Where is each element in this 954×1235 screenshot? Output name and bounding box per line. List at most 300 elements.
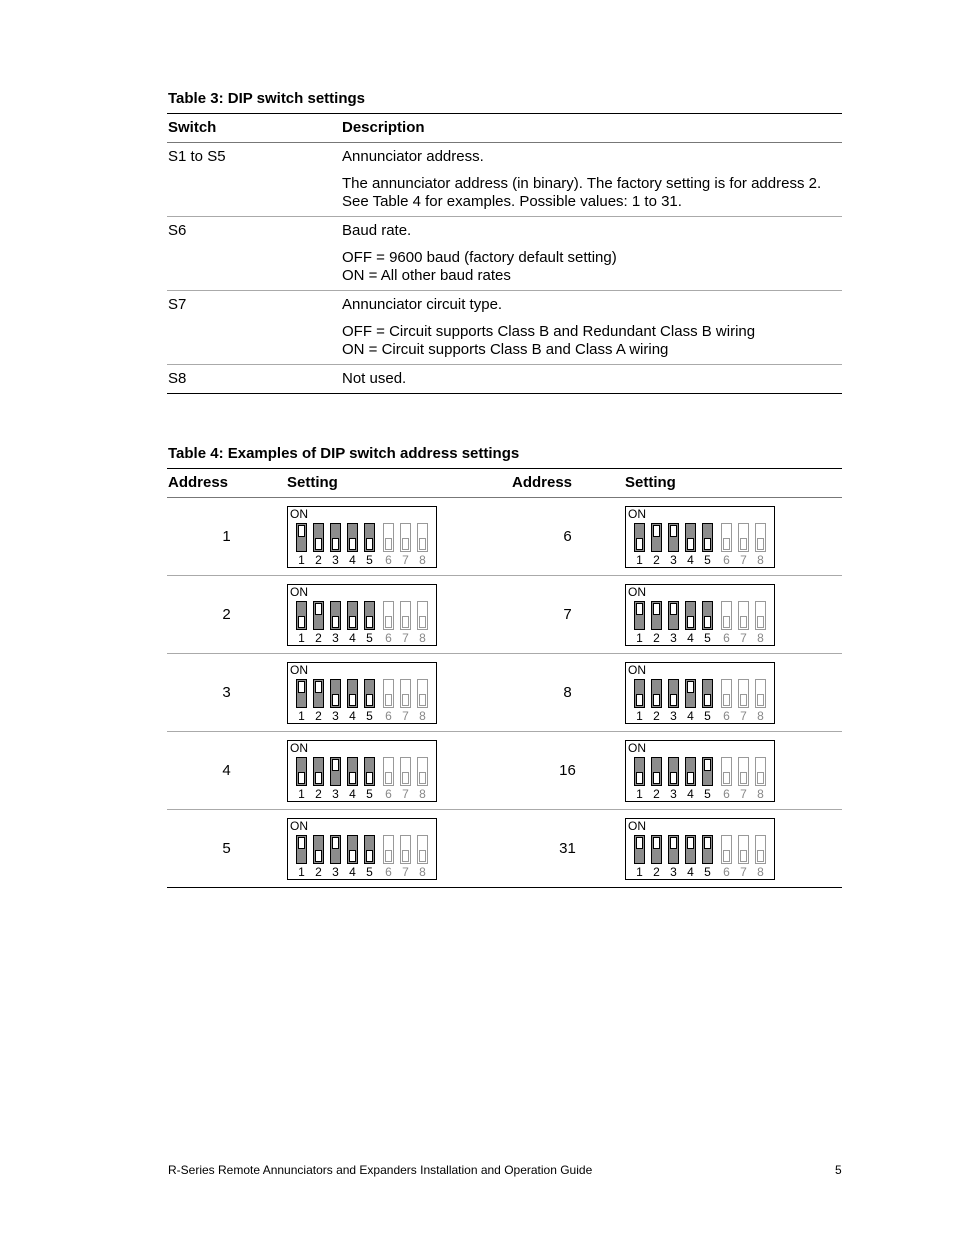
description-cell — [341, 365, 842, 394]
dip-switch-knob — [315, 603, 322, 615]
dip-switch-knob — [704, 694, 711, 706]
dip-switch — [651, 523, 662, 552]
dip-switch — [417, 679, 428, 708]
table-row — [167, 291, 842, 365]
dip-switch-knob — [740, 616, 747, 628]
dip-switch-knob — [757, 694, 764, 706]
dip-switch-knob — [402, 850, 409, 862]
on-label: ON — [628, 506, 646, 521]
setting-cell — [624, 732, 842, 810]
dip-switch — [347, 679, 358, 708]
dip-switch-knob — [419, 850, 426, 862]
on-label: ON — [290, 584, 308, 599]
dip-switch-knob — [687, 538, 694, 550]
dip-switch — [417, 835, 428, 864]
dip-switch — [347, 757, 358, 786]
dip-switch — [668, 679, 679, 708]
switch-number: 3 — [670, 708, 677, 723]
dip-switch — [738, 835, 749, 864]
dip-switch-knob — [402, 538, 409, 550]
dip-switch — [400, 757, 411, 786]
description-paragraph — [342, 175, 842, 211]
dip-switch-knob — [402, 616, 409, 628]
switch-number: 8 — [757, 708, 764, 723]
switch-number: 3 — [670, 630, 677, 645]
dip-switch-knob — [687, 772, 694, 784]
dip-switch — [685, 757, 696, 786]
dip-switch-diagram — [625, 506, 775, 568]
table-row — [167, 217, 842, 291]
switch-cell: S1 to S5 — [167, 143, 341, 217]
switch-number: 3 — [332, 552, 339, 567]
dip-switch — [330, 835, 341, 864]
dip-switch — [296, 835, 307, 864]
dip-switch-knob — [687, 616, 694, 628]
switch-number: 7 — [402, 630, 409, 645]
dip-switch-knob — [366, 772, 373, 784]
switch-number: 1 — [298, 630, 305, 645]
dip-switch-knob — [757, 538, 764, 550]
switch-number: 6 — [723, 630, 730, 645]
on-label: ON — [290, 740, 308, 755]
table-row — [167, 498, 842, 576]
header-switch: Switch — [167, 114, 341, 143]
dip-switch-knob — [315, 538, 322, 550]
dip-switch — [721, 757, 732, 786]
dip-switch — [313, 679, 324, 708]
switch-cell: S7 — [167, 291, 341, 365]
dip-switch-knob — [298, 772, 305, 784]
dip-switch — [755, 523, 766, 552]
dip-switch — [668, 523, 679, 552]
dip-switch-knob — [298, 525, 305, 537]
dip-switch-knob — [670, 837, 677, 849]
switch-number: 5 — [704, 864, 711, 879]
dip-switch — [296, 757, 307, 786]
dip-switch-diagram — [287, 506, 437, 568]
description-line: Annunciator address. — [342, 148, 484, 165]
switch-number: 5 — [366, 786, 373, 801]
dip-switch-knob — [419, 538, 426, 550]
dip-switch — [330, 523, 341, 552]
dip-switch — [685, 835, 696, 864]
header-setting: Setting — [286, 469, 511, 498]
switch-number: 7 — [740, 786, 747, 801]
switch-number: 8 — [419, 708, 426, 723]
dip-switch-knob — [704, 837, 711, 849]
switch-number: 4 — [349, 630, 356, 645]
dip-switch-knob — [670, 603, 677, 615]
dip-address-examples-table — [167, 468, 842, 888]
switch-number: 3 — [332, 630, 339, 645]
table4-caption: Table 4: Examples of DIP switch address settings — [168, 445, 520, 462]
dip-switch-knob — [385, 850, 392, 862]
description-cell — [341, 217, 842, 291]
dip-switch-knob — [402, 772, 409, 784]
dip-switch-knob — [419, 694, 426, 706]
dip-switch-diagram — [287, 662, 437, 724]
dip-switch — [383, 679, 394, 708]
dip-switch-knob — [740, 694, 747, 706]
dip-switch — [296, 679, 307, 708]
switch-number: 2 — [653, 864, 660, 879]
table-row — [167, 810, 842, 888]
dip-switch — [634, 757, 645, 786]
description-line: The annunciator address (in binary). The factory setting is for address 2. — [342, 175, 822, 192]
dip-switch-knob — [653, 603, 660, 615]
dip-switch — [313, 601, 324, 630]
dip-switch — [400, 601, 411, 630]
dip-switch-knob — [349, 772, 356, 784]
dip-switch — [651, 679, 662, 708]
description-line: See Table 4 for examples. Possible values: 1 to 31. — [342, 193, 682, 210]
dip-switch — [400, 679, 411, 708]
switch-number: 8 — [419, 552, 426, 567]
dip-switch-knob — [636, 694, 643, 706]
address-cell: 31 — [511, 810, 624, 888]
dip-switch — [364, 601, 375, 630]
dip-switch-diagram — [625, 584, 775, 646]
dip-switch-diagram — [625, 740, 775, 802]
switch-number: 7 — [402, 786, 409, 801]
dip-switch — [417, 601, 428, 630]
dip-switch-knob — [723, 616, 730, 628]
switch-number: 6 — [723, 864, 730, 879]
switch-number: 8 — [757, 552, 764, 567]
page-number: 5 — [835, 1163, 842, 1177]
address-cell: 8 — [511, 654, 624, 732]
address-cell: 16 — [511, 732, 624, 810]
switch-number: 6 — [385, 708, 392, 723]
on-label: ON — [290, 662, 308, 677]
switch-number: 6 — [723, 552, 730, 567]
dip-switch-knob — [366, 616, 373, 628]
dip-switch — [330, 601, 341, 630]
switch-number: 8 — [419, 786, 426, 801]
table-row — [167, 143, 842, 217]
dip-switch-knob — [385, 538, 392, 550]
description-cell — [341, 143, 842, 217]
description-line: Annunciator circuit type. — [342, 296, 503, 313]
dip-switch — [634, 835, 645, 864]
description-line: OFF = Circuit supports Class B and Redundant Class B wiring — [342, 323, 756, 340]
switch-number: 2 — [315, 864, 322, 879]
header-address: Address — [511, 469, 624, 498]
switch-number: 4 — [687, 864, 694, 879]
dip-switch-knob — [419, 616, 426, 628]
setting-cell — [286, 732, 511, 810]
dip-switch — [364, 679, 375, 708]
dip-switch-knob — [636, 837, 643, 849]
dip-switch — [738, 523, 749, 552]
switch-number: 3 — [332, 786, 339, 801]
switch-number: 2 — [315, 708, 322, 723]
dip-switch — [347, 835, 358, 864]
dip-switch-knob — [349, 694, 356, 706]
dip-switch — [400, 835, 411, 864]
switch-number: 4 — [687, 786, 694, 801]
switch-number: 4 — [349, 786, 356, 801]
dip-switch — [755, 757, 766, 786]
switch-number: 1 — [636, 708, 643, 723]
dip-switch-knob — [653, 694, 660, 706]
dip-switch-knob — [670, 694, 677, 706]
dip-switch — [685, 601, 696, 630]
dip-switch — [383, 523, 394, 552]
switch-number: 7 — [740, 864, 747, 879]
switch-number: 7 — [740, 630, 747, 645]
switch-number: 4 — [349, 552, 356, 567]
table-row — [167, 365, 842, 394]
dip-switch-knob — [687, 837, 694, 849]
description-cell — [341, 291, 842, 365]
switch-number: 1 — [298, 864, 305, 879]
dip-switch-knob — [366, 850, 373, 862]
switch-number: 1 — [636, 786, 643, 801]
address-cell: 6 — [511, 498, 624, 576]
dip-switch — [721, 835, 732, 864]
dip-switch-knob — [385, 616, 392, 628]
dip-switch-diagram — [625, 662, 775, 724]
switch-number: 5 — [366, 708, 373, 723]
dip-switch — [668, 601, 679, 630]
dip-switch — [364, 835, 375, 864]
dip-switch — [738, 601, 749, 630]
switch-number: 6 — [385, 630, 392, 645]
dip-switch — [383, 601, 394, 630]
dip-switch — [685, 679, 696, 708]
dip-switch — [702, 601, 713, 630]
setting-cell — [624, 654, 842, 732]
dip-switch-knob — [315, 681, 322, 693]
dip-switch — [364, 757, 375, 786]
description-line: ON = Circuit supports Class B and Class A wiring — [342, 341, 669, 358]
switch-number: 5 — [366, 552, 373, 567]
setting-cell — [286, 498, 511, 576]
setting-cell — [624, 810, 842, 888]
dip-switch-diagram — [287, 818, 437, 880]
switch-number: 4 — [687, 552, 694, 567]
description-line: OFF = 9600 baud (factory default setting) — [342, 249, 617, 266]
switch-number: 8 — [757, 786, 764, 801]
dip-switch — [330, 757, 341, 786]
header-description: Description — [341, 114, 842, 143]
dip-switch-knob — [366, 694, 373, 706]
dip-switch — [330, 679, 341, 708]
table3-caption: Table 3: DIP switch settings — [168, 90, 365, 107]
dip-switch-knob — [298, 837, 305, 849]
dip-switch-knob — [757, 616, 764, 628]
address-cell: 5 — [167, 810, 286, 888]
dip-switch-knob — [653, 837, 660, 849]
dip-switch-knob — [704, 616, 711, 628]
description-paragraph — [342, 323, 842, 359]
dip-switch — [755, 679, 766, 708]
switch-number: 4 — [687, 708, 694, 723]
dip-switch — [347, 523, 358, 552]
table-row — [167, 732, 842, 810]
dip-switch-knob — [332, 538, 339, 550]
dip-switch-knob — [653, 772, 660, 784]
dip-switch-knob — [366, 538, 373, 550]
dip-switch-knob — [740, 538, 747, 550]
switch-number: 7 — [402, 864, 409, 879]
switch-number: 8 — [419, 630, 426, 645]
address-cell: 1 — [167, 498, 286, 576]
switch-number: 8 — [419, 864, 426, 879]
setting-cell — [286, 654, 511, 732]
switch-number: 1 — [636, 630, 643, 645]
switch-number: 4 — [349, 864, 356, 879]
switch-cell: S8 — [167, 365, 341, 394]
dip-switch — [668, 835, 679, 864]
dip-switch-knob — [332, 837, 339, 849]
dip-switch-knob — [636, 772, 643, 784]
dip-switch-knob — [298, 616, 305, 628]
dip-switch-knob — [723, 538, 730, 550]
switch-number: 2 — [653, 552, 660, 567]
dip-switch-knob — [298, 681, 305, 693]
dip-switch-knob — [349, 850, 356, 862]
dip-switch — [383, 835, 394, 864]
description-paragraph — [342, 249, 842, 285]
setting-cell — [624, 576, 842, 654]
switch-number: 4 — [349, 708, 356, 723]
switch-number: 2 — [653, 630, 660, 645]
switch-number: 5 — [704, 630, 711, 645]
dip-switch-knob — [419, 772, 426, 784]
switch-number: 7 — [402, 708, 409, 723]
dip-switch-knob — [723, 850, 730, 862]
switch-number: 2 — [315, 552, 322, 567]
dip-switch-knob — [757, 850, 764, 862]
header-address: Address — [167, 469, 286, 498]
switch-number: 4 — [687, 630, 694, 645]
dip-switch-knob — [636, 538, 643, 550]
dip-switch-knob — [704, 538, 711, 550]
description-line: Not used. — [342, 370, 407, 387]
dip-switch-knob — [723, 772, 730, 784]
description-line: Baud rate. — [342, 222, 412, 239]
dip-switch-settings-table — [167, 113, 842, 394]
switch-number: 5 — [704, 708, 711, 723]
dip-switch-knob — [332, 616, 339, 628]
switch-number: 3 — [670, 552, 677, 567]
switch-number: 5 — [704, 552, 711, 567]
dip-switch-diagram — [625, 818, 775, 880]
dip-switch — [634, 523, 645, 552]
dip-switch — [702, 835, 713, 864]
switch-number: 2 — [653, 708, 660, 723]
switch-number: 2 — [315, 630, 322, 645]
switch-number: 1 — [298, 708, 305, 723]
switch-number: 2 — [315, 786, 322, 801]
address-cell: 4 — [167, 732, 286, 810]
dip-switch — [651, 601, 662, 630]
dip-switch-knob — [670, 772, 677, 784]
setting-cell — [286, 576, 511, 654]
table-row — [167, 654, 842, 732]
switch-number: 3 — [332, 864, 339, 879]
on-label: ON — [628, 662, 646, 677]
dip-switch — [417, 757, 428, 786]
dip-switch — [296, 523, 307, 552]
dip-switch — [296, 601, 307, 630]
dip-switch — [364, 523, 375, 552]
dip-switch — [685, 523, 696, 552]
on-label: ON — [628, 740, 646, 755]
on-label: ON — [628, 584, 646, 599]
on-label: ON — [290, 818, 308, 833]
dip-switch-knob — [636, 603, 643, 615]
address-cell: 3 — [167, 654, 286, 732]
dip-switch-diagram — [287, 740, 437, 802]
dip-switch-knob — [687, 681, 694, 693]
dip-switch-knob — [385, 694, 392, 706]
dip-switch — [738, 679, 749, 708]
switch-number: 7 — [740, 552, 747, 567]
dip-switch — [400, 523, 411, 552]
dip-switch-knob — [653, 525, 660, 537]
dip-switch-knob — [740, 772, 747, 784]
switch-number: 6 — [723, 708, 730, 723]
dip-switch — [702, 523, 713, 552]
switch-number: 6 — [723, 786, 730, 801]
switch-number: 8 — [757, 864, 764, 879]
setting-cell — [286, 810, 511, 888]
dip-switch — [634, 601, 645, 630]
switch-number: 1 — [298, 786, 305, 801]
dip-switch-knob — [315, 772, 322, 784]
address-cell: 7 — [511, 576, 624, 654]
switch-number: 1 — [298, 552, 305, 567]
switch-number: 3 — [670, 864, 677, 879]
table-row — [167, 576, 842, 654]
switch-cell: S6 — [167, 217, 341, 291]
dip-switch — [721, 679, 732, 708]
switch-number: 6 — [385, 786, 392, 801]
dip-switch — [651, 835, 662, 864]
dip-switch — [383, 757, 394, 786]
switch-number: 1 — [636, 552, 643, 567]
dip-switch-knob — [740, 850, 747, 862]
dip-switch-knob — [385, 772, 392, 784]
dip-switch — [702, 679, 713, 708]
dip-switch — [313, 757, 324, 786]
dip-switch — [668, 757, 679, 786]
switch-number: 6 — [385, 864, 392, 879]
dip-switch-knob — [402, 694, 409, 706]
dip-switch — [651, 757, 662, 786]
dip-switch — [738, 757, 749, 786]
dip-switch — [721, 523, 732, 552]
dip-switch-knob — [332, 694, 339, 706]
dip-switch-knob — [332, 759, 339, 771]
switch-number: 3 — [670, 786, 677, 801]
dip-switch-knob — [315, 850, 322, 862]
dip-switch-knob — [670, 525, 677, 537]
on-label: ON — [628, 818, 646, 833]
dip-switch — [313, 835, 324, 864]
header-setting: Setting — [624, 469, 842, 498]
dip-switch-knob — [704, 759, 711, 771]
dip-switch — [417, 523, 428, 552]
switch-number: 7 — [402, 552, 409, 567]
description-line: ON = All other baud rates — [342, 267, 511, 284]
switch-number: 5 — [366, 864, 373, 879]
dip-switch-knob — [349, 538, 356, 550]
switch-number: 8 — [757, 630, 764, 645]
